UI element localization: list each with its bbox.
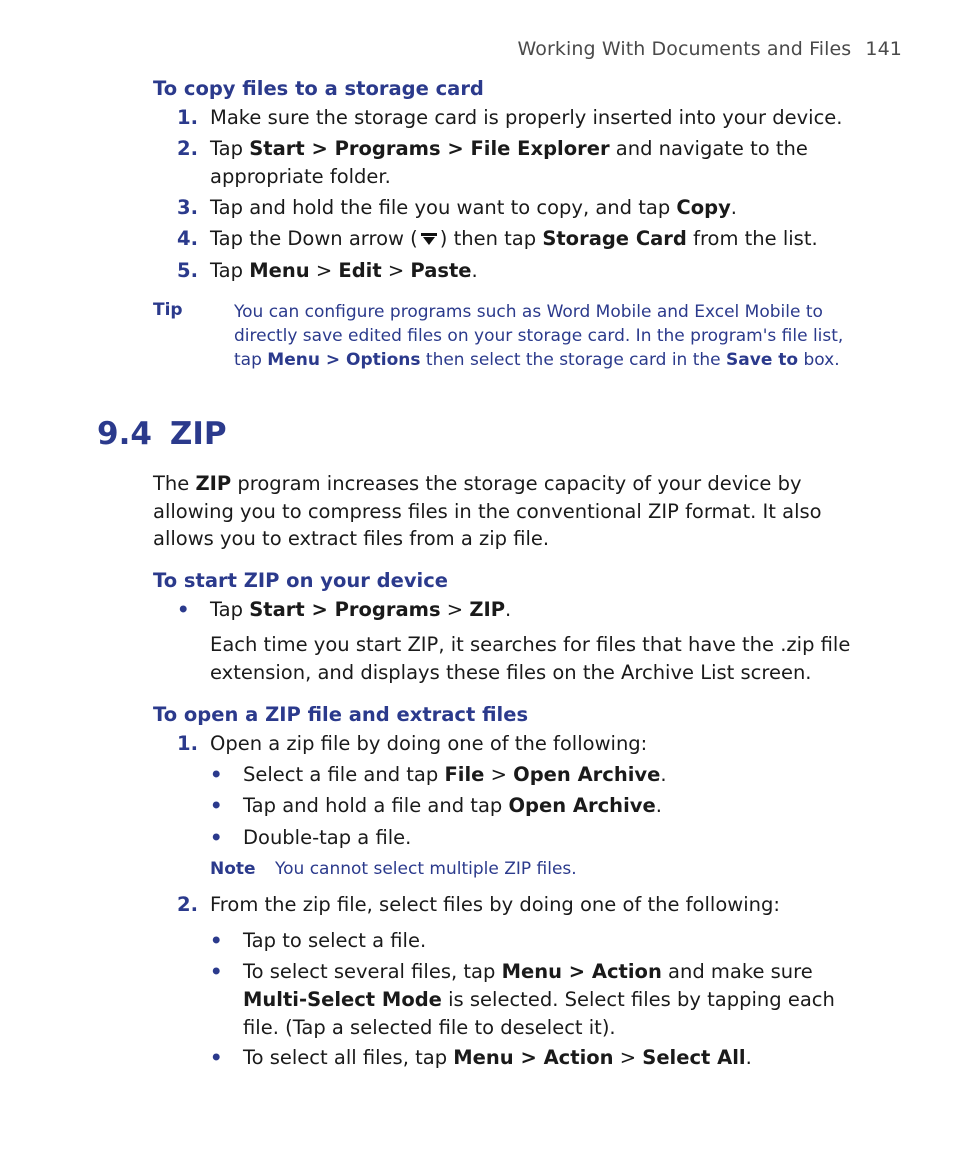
step-text: Tap Menu > Edit > Paste.	[210, 259, 478, 282]
note-text: You cannot select multiple ZIP files.	[275, 859, 577, 879]
start-zip-description: Each time you start ZIP, it searches for files that have the .zip file extension, and displays these files on the Archive List screen.	[210, 633, 851, 684]
note-label: Note	[210, 859, 256, 879]
section-heading	[97, 416, 227, 452]
copy-step-5	[177, 257, 867, 285]
step-number: 2.	[177, 137, 198, 160]
open-step-1-bullet-3	[210, 824, 860, 852]
step-number: 1.	[177, 106, 198, 129]
bullet-text: To select all files, tap Menu > Action > Select All.	[243, 1046, 752, 1069]
bullet-text: Tap to select a file.	[243, 929, 427, 952]
copy-step-1	[177, 104, 867, 132]
bullet-text: Double-tap a file.	[243, 826, 412, 849]
open-step-2-bullet-2	[210, 958, 850, 1042]
tip-text: You can configure programs such as Word Mobile and Excel Mobile to directly save edited files on your storage card. In the program's file list, tap Menu > Options then select the storage card in the Save to box.	[234, 302, 844, 370]
open-zip-title: To open a ZIP file and extract files	[153, 703, 529, 726]
copy-step-4	[177, 225, 867, 253]
step-number: 1.	[177, 732, 198, 755]
bullet-glyph: •	[210, 763, 223, 786]
page-number: 141	[865, 38, 902, 60]
bullet-glyph: •	[210, 960, 223, 983]
step-text: Tap and hold the file you want to copy, and tap Copy.	[210, 196, 737, 219]
open-step-1-bullet-1	[210, 761, 860, 789]
chapter-title: Working With Documents and Files	[517, 38, 852, 60]
copy-procedure-title: To copy files to a storage card	[153, 77, 484, 100]
bullet-text: Tap Start > Programs > ZIP.	[210, 598, 512, 621]
step-text: Tap the Down arrow ( ) then tap Storage Card from the list.	[210, 227, 818, 250]
step-text: Tap Start > Programs > File Explorer and navigate to the appropriate folder.	[210, 137, 808, 188]
open-step-2-bullet-1	[210, 927, 860, 955]
copy-step-3	[177, 194, 867, 222]
step-text: Make sure the storage card is properly inserted into your device.	[210, 106, 843, 129]
step-number: 5.	[177, 259, 198, 282]
start-zip-bullet	[177, 596, 827, 624]
bullet-glyph: •	[177, 598, 190, 621]
bullet-glyph: •	[210, 929, 223, 952]
open-step-2-bullet-3	[210, 1044, 860, 1072]
bullet-glyph: •	[210, 826, 223, 849]
down-arrow-icon	[418, 230, 440, 248]
section-title: ZIP	[169, 416, 227, 452]
step-number: 3.	[177, 196, 198, 219]
bullet-text: To select several files, tap Menu > Action and make sure Multi-Select Mode is selected. Select files by tapping each file. (Tap a selected file to deselect it).	[243, 960, 835, 1039]
start-zip-title: To start ZIP on your device	[153, 569, 449, 592]
zip-intro-paragraph: The ZIP program increases the storage capacity of your device by allowing you to compress files in the conventional ZIP format. It also allows you to extract files from a zip file.	[153, 472, 822, 550]
bullet-glyph: •	[210, 794, 223, 817]
step-number: 2.	[177, 893, 198, 916]
open-step-1	[177, 730, 867, 758]
step-number: 4.	[177, 227, 198, 250]
bullet-text: Select a file and tap File > Open Archive.	[243, 763, 667, 786]
step-text: Open a zip file by doing one of the following:	[210, 732, 648, 755]
step-text: From the zip file, select files by doing one of the following:	[210, 893, 780, 916]
running-header	[518, 38, 902, 60]
tip-label: Tip	[153, 300, 183, 320]
open-step-2	[177, 891, 867, 919]
copy-step-2	[177, 135, 867, 191]
section-number: 9.4	[97, 416, 152, 452]
open-step-1-bullet-2	[210, 792, 860, 820]
bullet-glyph: •	[210, 1046, 223, 1069]
bullet-text: Tap and hold a file and tap Open Archive.	[243, 794, 662, 817]
